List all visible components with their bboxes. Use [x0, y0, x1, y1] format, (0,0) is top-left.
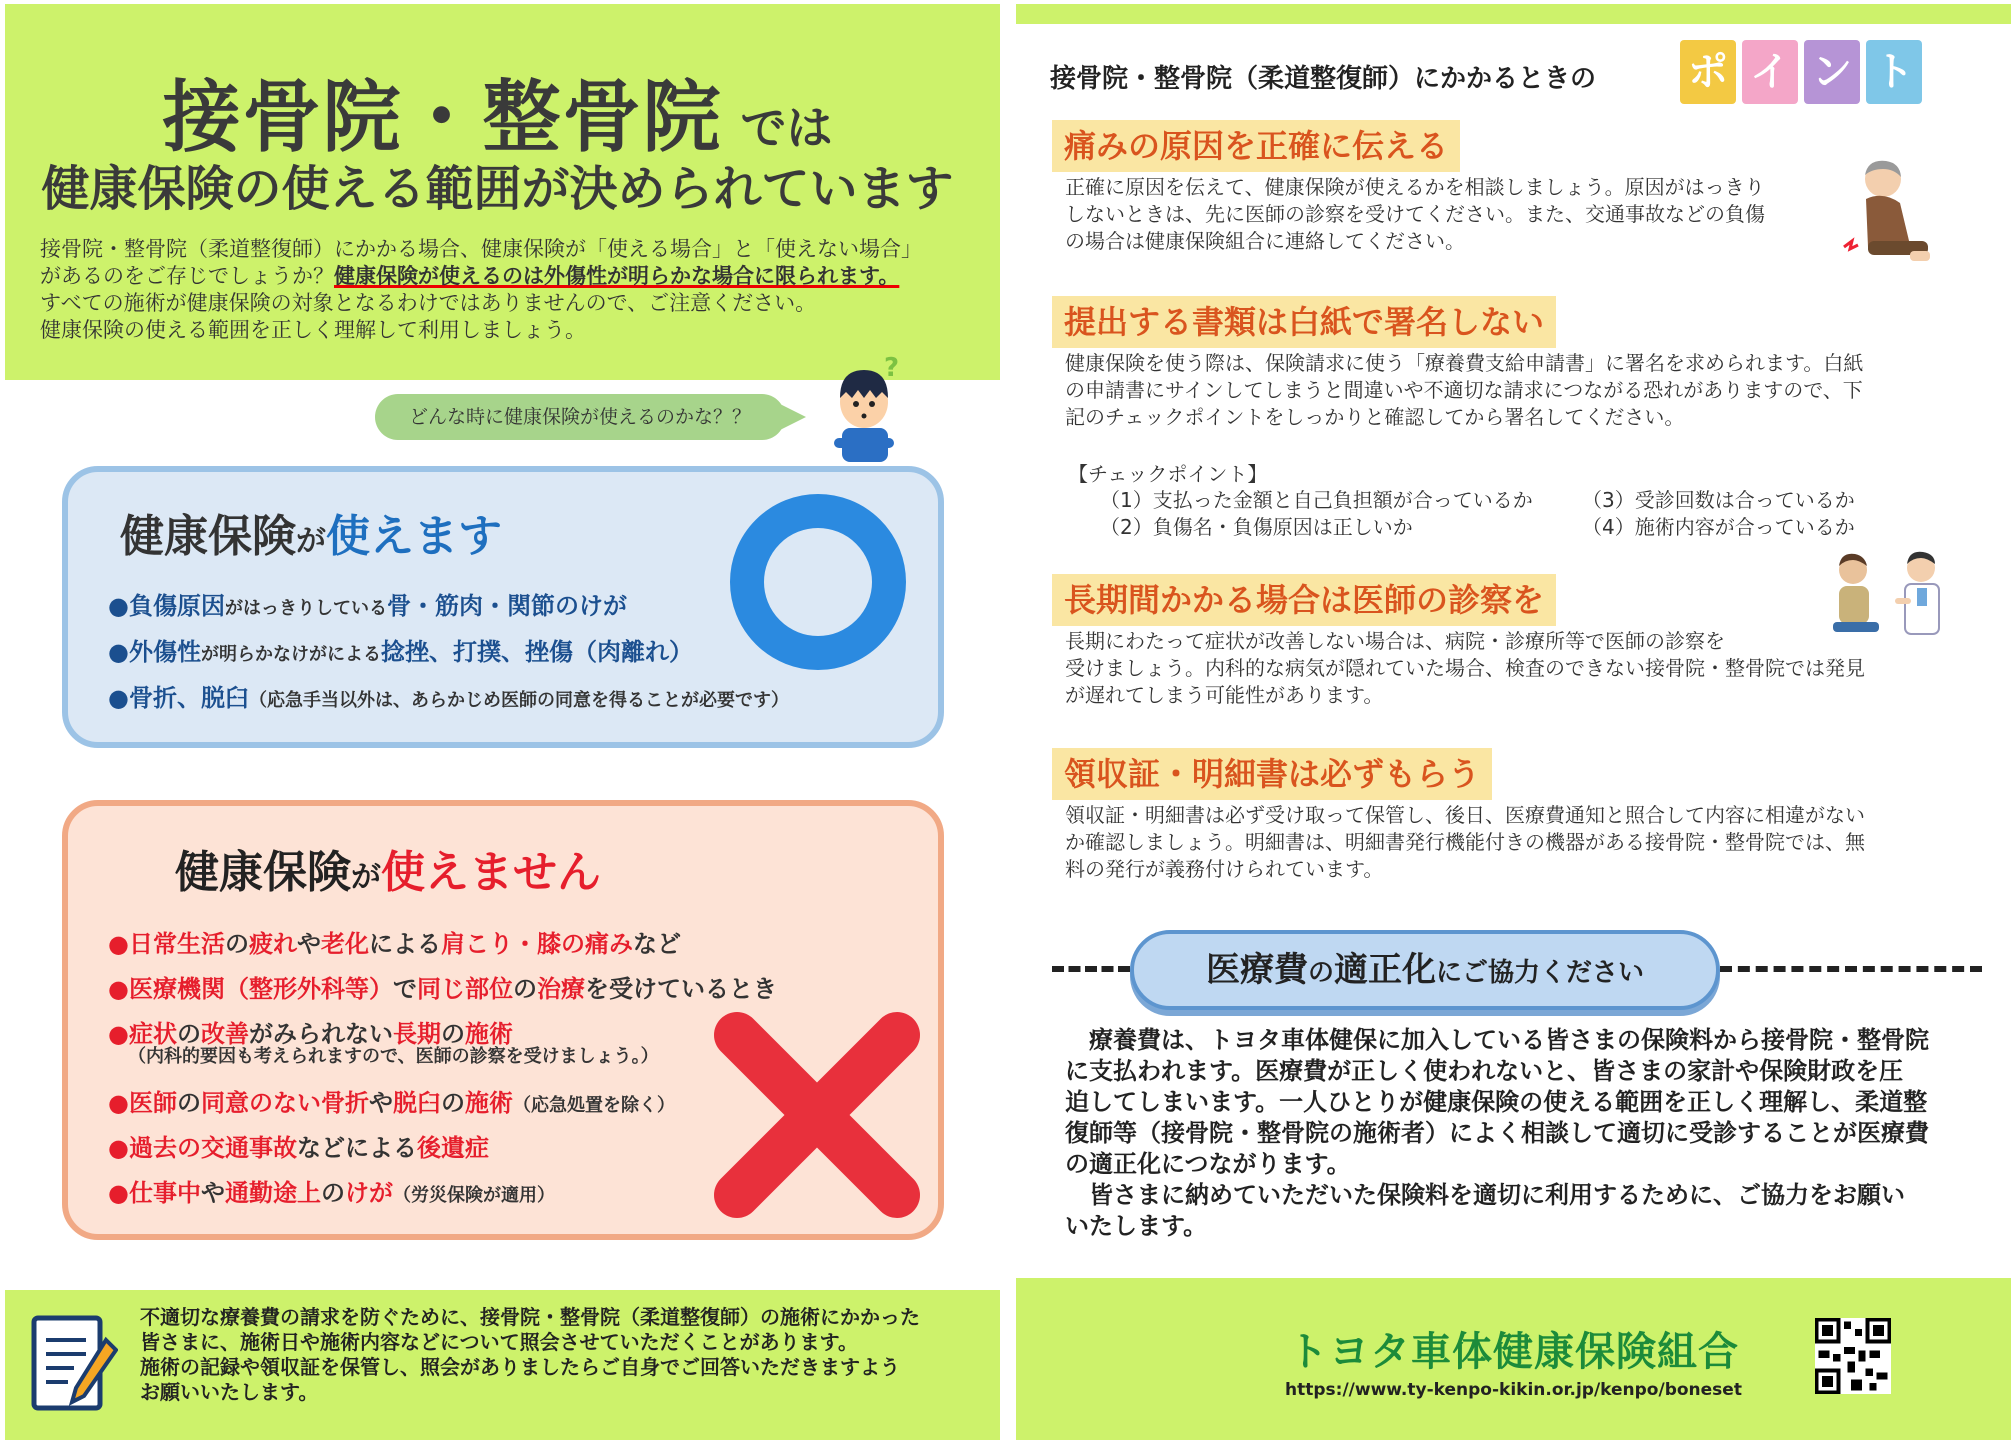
checkpoint-3: （3）受診回数は合っているか: [1582, 488, 1855, 512]
page-subtitle: 健康保険の使える範囲が決められています: [41, 161, 954, 217]
circle-ok-icon: [730, 494, 906, 670]
insurance-usable-title: 健康保険が使えます: [120, 511, 502, 562]
section-3-body: 長期にわたって症状が改善しない場合は、病院・診療所等で医師の診察を 受けましょう。内科的な病気が隠れていた場合、検査のできない接骨院・整骨院では発見 が遅れてしまう可能性があります。: [1065, 629, 1865, 707]
point-char-1: ポ: [1680, 40, 1736, 104]
right-top-bar: [1016, 4, 2011, 24]
speech-bubble: どんな時に健康保険が使えるのかな？？: [375, 394, 785, 440]
section-2-body: 健康保険を使う際は、保険請求に使う「療養費支給申請書」に署名を求められます。白紙 の申請書にサインしてしまうと間違いや不適切な請求につながる恐れがありますので、下 記のチェックポイントをしっかりと確認してから署名してください。: [1065, 351, 1864, 429]
dashed-divider-left: [1052, 966, 1130, 972]
thinking-boy-icon: [826, 352, 906, 462]
organization-url[interactable]: https://www.ty-kenpo-kikin.or.jp/kenpo/boneset: [1285, 1380, 1742, 1400]
not-usable-item-4: ●医師の同意のない骨折や脱臼の施術（応急処置を除く）: [108, 1089, 675, 1117]
dashed-divider-right: [1720, 966, 1982, 972]
usable-item-2: ●外傷性が明らかなけがによる捻挫、打撲、挫傷（肉離れ）: [108, 638, 693, 666]
elderly-pain-icon: [1838, 155, 1938, 280]
checkpoint-1: （1）支払った金額と自己負担額が合っているか: [1100, 488, 1533, 512]
section-4-body: 領収証・明細書は必ず受け取って保管し、後日、医療費通知と照合して内容に相違がない か確認しましょう。明細書は、明細書発行機能付きの機器がある接骨院・整骨院では、無 料の発行が義務付けられています。: [1065, 803, 1865, 881]
page-title: 接骨院・整骨院 では: [162, 73, 833, 163]
section-1-heading: 痛みの原因を正確に伝える: [1052, 120, 1460, 172]
intro-text: 接骨院・整骨院（柔道整復師）にかかる場合、健康保険が「使える場合」と「使えない場合」 があるのをご存じでしょうか？健康保険が使えるのは外傷性が明らかな場合に限られます。 すべての施術が健康保険の対象となるわけではありませんので、ご注意ください。 健康保険の使える範囲を正しく理解して利用しましょう。: [40, 237, 922, 342]
qr-code-icon[interactable]: [1815, 1318, 1891, 1394]
organization-name: トヨタ車体健康保険組合: [1288, 1329, 1739, 1375]
point-char-3: ン: [1804, 40, 1860, 104]
not-usable-item-5: ●過去の交通事故などによる後遺症: [108, 1134, 489, 1162]
section-2-heading: 提出する書類は白紙で署名しない: [1052, 296, 1556, 348]
left-footer-text: 不適切な療養費の請求を防ぐために、接骨院・整骨院（柔道整復師）の施術にかかった 皆さまに、施術日や施術内容などについて照会させていただくことがあります。 施術の記録や領収証を保管し、照会がありましたらご自身でご回答いただきますよう お願いいたします。: [140, 1305, 920, 1404]
checkpoint-4: （4）施術内容が合っているか: [1582, 515, 1855, 539]
usable-item-1: ●負傷原因がはっきりしている骨・筋肉・関節のけが: [108, 592, 627, 620]
not-usable-item-3: ●症状の改善がみられない長期の施術: [108, 1020, 513, 1048]
doctor-patient-icon: [1825, 540, 1955, 650]
speech-bubble-tail: [780, 404, 806, 430]
cooperation-text: 療養費は、トヨタ車体健保に加入している皆さまの保険料から接骨院・整骨院 に支払われます。医療費が正しく使われないと、皆さまの家計や保険財政を圧 迫してしまいます。一人ひとりが健康保険の使える範囲を正しく理解し、柔道整 復師等（接骨院・整骨院の施術者）によく相談して適切に受診することが医療費 の適正化につながります。 皆さまに納めていただいた保険料を適切に利用するために、ご協力をお願い いたします。: [1065, 1026, 1929, 1240]
cross-ng-icon: [712, 1010, 922, 1220]
intro-emphasis: 健康保険が使えるのは外傷性が明らかな場合に限られます。: [334, 264, 900, 288]
point-char-2: イ: [1742, 40, 1798, 104]
point-char-4: ト: [1866, 40, 1922, 104]
checkpoint-2: （2）負傷名・負傷原因は正しいか: [1100, 515, 1413, 539]
not-usable-item-3-note: （内科的要因も考えられますので、医師の診察を受けましょう。）: [128, 1046, 659, 1067]
section-4-heading: 領収証・明細書は必ずもらう: [1052, 748, 1492, 800]
section-3-heading: 長期間かかる場合は医師の診察を: [1052, 574, 1556, 626]
checkpoint-title: 【チェックポイント】: [1068, 462, 1268, 486]
cooperation-banner: 医療費の適正化にご協力ください: [1130, 930, 1720, 1010]
usable-item-3: ●骨折、脱臼（応急手当以外は、あらかじめ医師の同意を得ることが必要です）: [108, 684, 789, 712]
points-heading: 接骨院・整骨院（柔道整復師）にかかるときの: [1050, 64, 1597, 94]
not-usable-item-6: ●仕事中や通勤途上のけが（労災保険が適用）: [108, 1179, 555, 1207]
svg-text:?: ?: [884, 353, 900, 383]
memo-pencil-icon: [28, 1310, 118, 1415]
section-1-body: 正確に原因を伝えて、健康保険が使えるかを相談しましょう。原因がはっきり しないときは、先に医師の診察を受けてください。また、交通事故などの負傷 の場合は健康保険組合に連絡してください。: [1065, 175, 1765, 253]
not-usable-item-1: ●日常生活の疲れや老化による肩こり・膝の痛みなど: [108, 930, 681, 958]
insurance-not-usable-title: 健康保険が使えません: [175, 847, 601, 898]
not-usable-item-2: ●医療機関（整形外科等）で同じ部位の治療を受けているとき: [108, 975, 777, 1003]
